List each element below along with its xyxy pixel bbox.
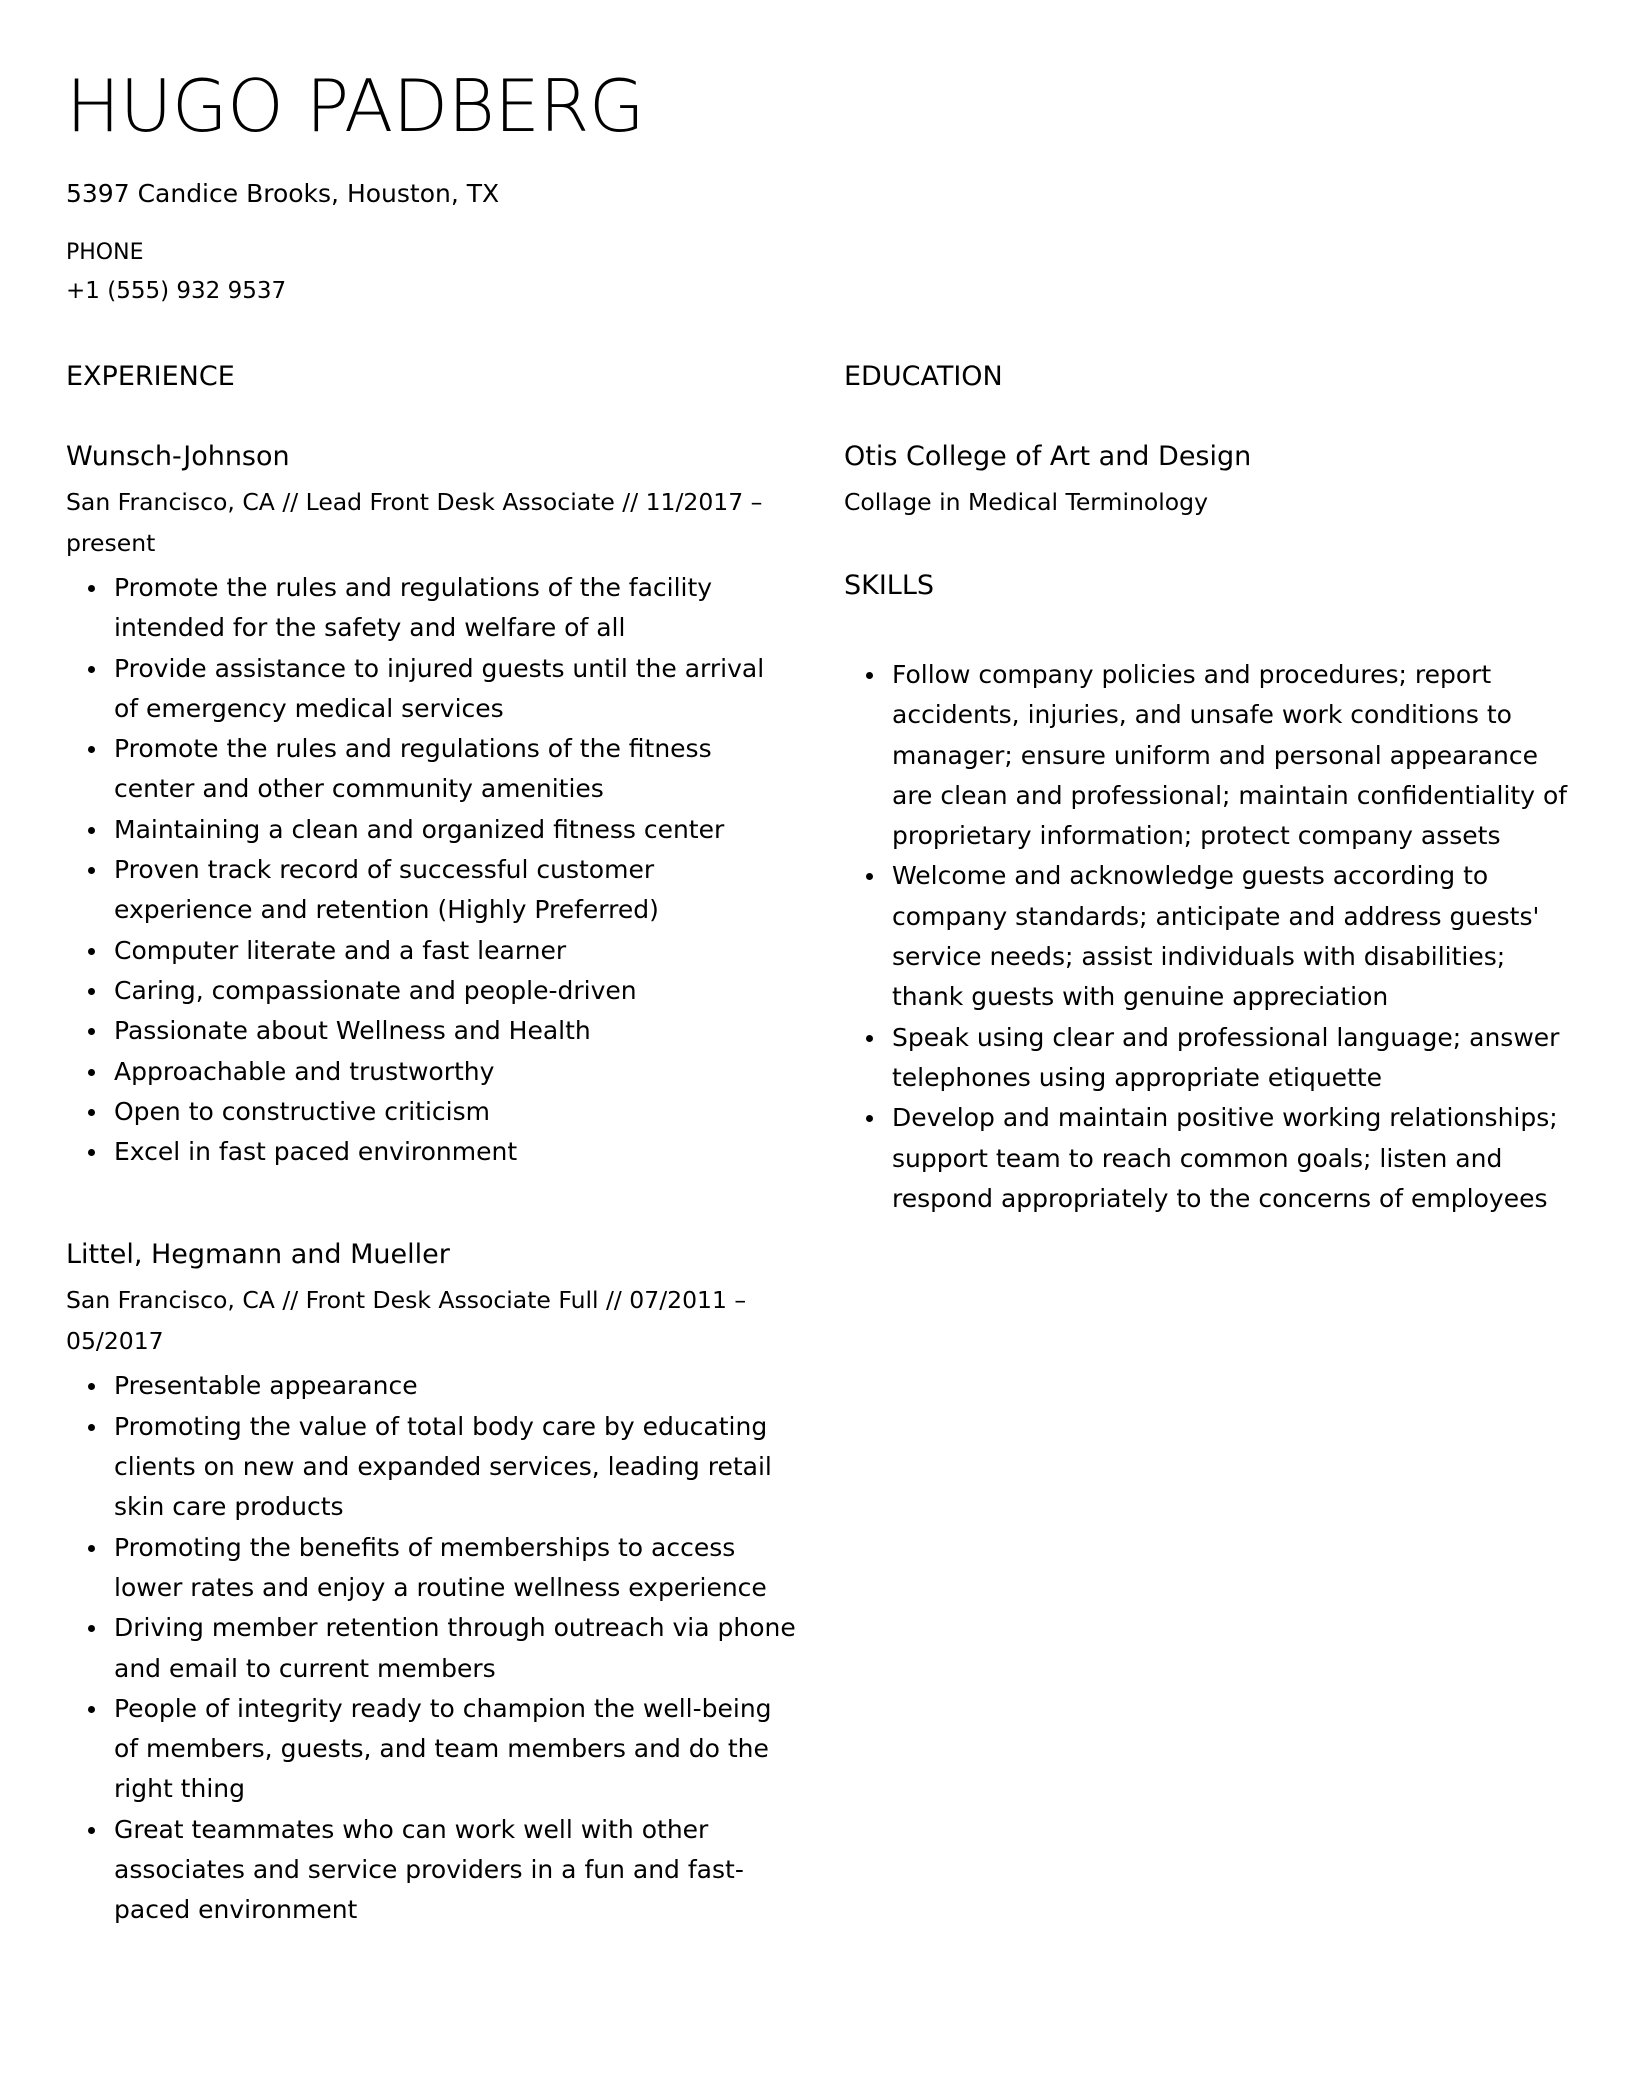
list-item: Promoting the benefits of memberships to access lower rates and enjoy a routine wellness experience <box>114 1528 796 1609</box>
list-item: Excel in fast paced environment <box>114 1132 796 1172</box>
list-item: Presentable appearance <box>114 1366 796 1406</box>
list-item: Follow company policies and procedures; report accidents, injuries, and unsafe work conditions to manager; ensure uniform and personal appearance are clean and professional; maintain confidentiality of proprietary information; protect company assets <box>892 655 1574 856</box>
list-item: Promote the rules and regulations of the facility intended for the safety and welfare of all <box>114 568 796 649</box>
degree: Collage in Medical Terminology <box>844 488 1208 516</box>
list-item: Promote the rules and regulations of the fitness center and other community amenities <box>114 729 796 810</box>
right-column <box>844 352 1574 1219</box>
job-meta: San Francisco, CA // Front Desk Associate Full // 07/2011 – 05/2017 <box>66 1286 747 1356</box>
skills-list <box>844 655 1574 1219</box>
list-item: Approachable and trustworthy <box>114 1052 796 1092</box>
list-item: Provide assistance to injured guests until the arrival of emergency medical services <box>114 649 796 730</box>
job-entry <box>66 1230 796 1930</box>
job-entry <box>66 432 796 1172</box>
list-item: Open to constructive criticism <box>114 1092 796 1132</box>
school-name: Otis College of Art and Design <box>844 441 1252 472</box>
address: 5397 Candice Brooks, Houston, TX <box>66 179 500 208</box>
list-item: Computer literate and a fast learner <box>114 931 796 971</box>
list-item: Caring, compassionate and people-driven <box>114 971 796 1011</box>
list-item: Welcome and acknowledge guests according to company standards; anticipate and address guests' service needs; assist individuals with disabilities; thank guests with genuine appreciation <box>892 856 1574 1017</box>
phone-number: +1 (555) 932 9537 <box>66 278 287 304</box>
list-item: Passionate about Wellness and Health <box>114 1011 796 1051</box>
list-item: People of integrity ready to champion the well-being of members, guests, and team members and do the right thing <box>114 1689 796 1810</box>
education-heading: EDUCATION <box>844 361 1003 392</box>
list-item: Great teammates who can work well with other associates and service providers in a fun and fast-paced environment <box>114 1810 796 1931</box>
phone-label: PHONE <box>66 240 144 265</box>
company-name: Littel, Hegmann and Mueller <box>66 1239 450 1271</box>
list-item: Proven track record of successful customer experience and retention (Highly Preferred) <box>114 850 796 931</box>
company-name: Wunsch-Johnson <box>66 441 290 472</box>
list-item: Develop and maintain positive working relationships; support team to reach common goals; listen and respond appropriately to the concerns of employees <box>892 1098 1574 1219</box>
candidate-name: HUGO PADBERG <box>66 64 645 148</box>
list-item: Driving member retention through outreach via phone and email to current members <box>114 1608 796 1689</box>
job-duties-list <box>66 1366 796 1930</box>
list-item: Promoting the value of total body care by educating clients on new and expanded services, leading retail skin care products <box>114 1407 796 1528</box>
job-meta: San Francisco, CA // Lead Front Desk Associate // 11/2017 – present <box>66 488 763 557</box>
list-item: Speak using clear and professional language; answer telephones using appropriate etiquette <box>892 1018 1574 1099</box>
list-item: Maintaining a clean and organized fitness center <box>114 810 796 850</box>
experience-section <box>66 352 796 1931</box>
job-duties-list <box>66 568 796 1172</box>
experience-heading: EXPERIENCE <box>66 361 235 392</box>
education-entry <box>844 432 1574 523</box>
skills-heading: SKILLS <box>844 570 935 601</box>
